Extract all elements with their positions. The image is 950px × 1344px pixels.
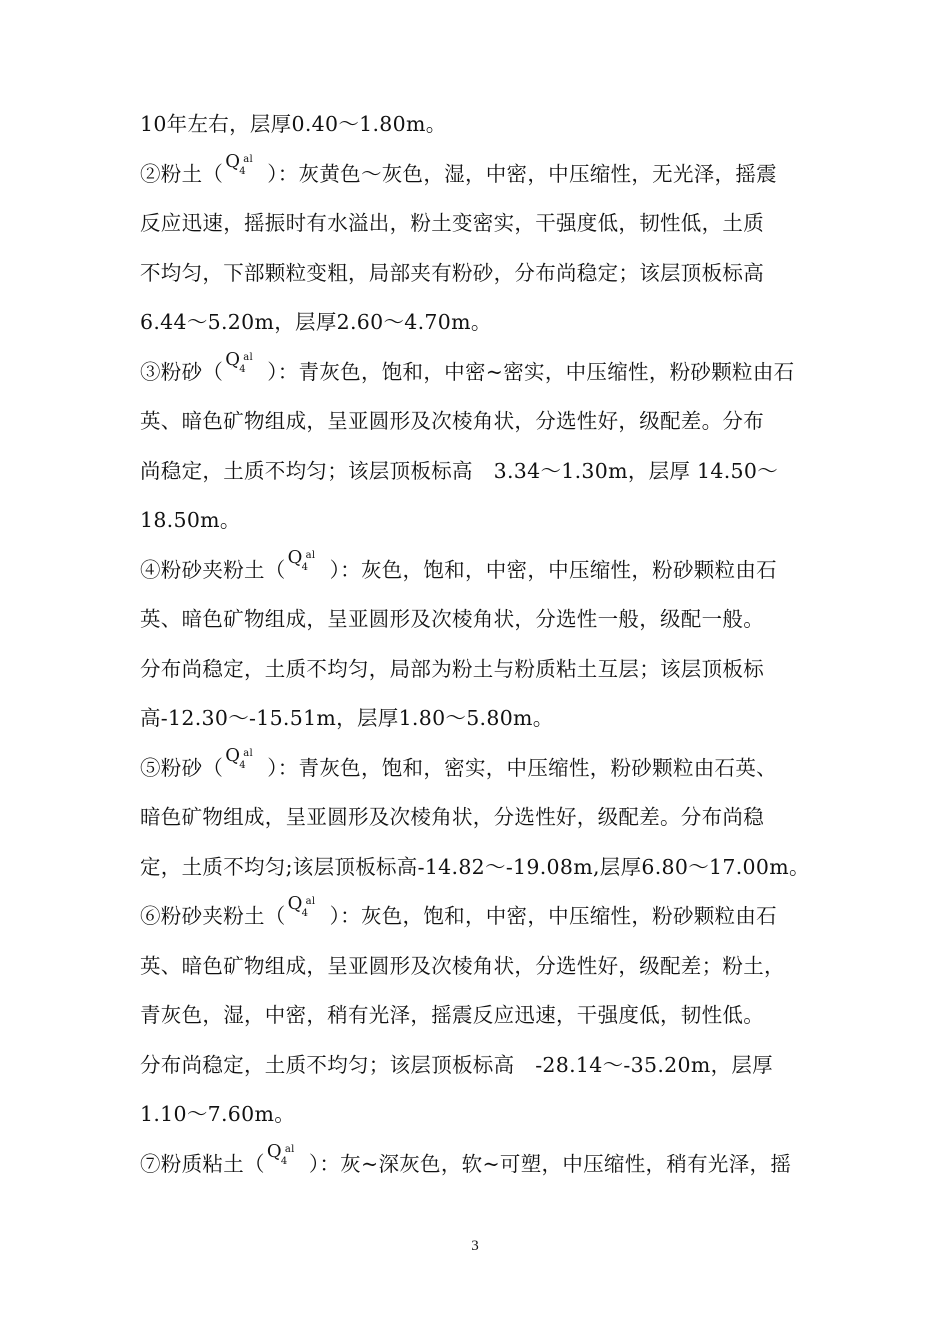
paragraph-layer-6 [140,892,820,1140]
text-segment: 英、暗色矿物组成，呈亚圆形及次棱角状，分选性一般，级配一般。 [140,607,764,631]
stratum-code-letter: Q [287,546,303,568]
paragraph-layer-2 [140,150,820,348]
text-line [140,348,820,398]
stratum-code-superscript: al [243,153,253,165]
text-segment: ）：青灰色，饱和，中密~密实，中压缩性，粉砂颗粒由石 [267,359,795,384]
stratum-code-superscript: al [284,1143,295,1155]
text-segment: ④粉砂夹粉土（ [140,557,286,582]
text-segment: 18.50m。 [140,508,241,532]
text-line [140,199,820,249]
text-line [140,1140,820,1190]
text-segment: ⑥粉砂夹粉土（ [140,904,286,928]
text-segment: ）：灰黄色～灰色，湿，中密，中压缩性，无光泽，摇震 [267,161,777,186]
text-segment: 分布尚稳定，土质不均匀；该层顶板标高 -28.14～-35.20m，层厚 [140,1052,773,1077]
paragraph-layer-4 [140,546,820,744]
text-line [140,595,820,645]
paragraph-layer-5 [140,744,820,893]
stratum-code-superscript: al [243,351,253,363]
stratum-code-letter: Q [225,348,241,370]
text-line [140,645,820,695]
stratum-code-letter: Q [225,744,241,766]
stratum-code [223,348,267,385]
text-segment: 分布尚稳定，土质不均匀，局部为粉土与粉质粘土互层；该层顶板标 [140,656,764,681]
text-segment: 1.10～7.60m。 [140,1102,296,1126]
text-segment: 6.44～5.20m，层厚2.60～4.70m。 [140,310,492,334]
stratum-code [223,744,267,781]
stratum-code [286,893,330,929]
stratum-code-subscript: 4 [239,759,246,771]
text-segment: 青灰色，湿，中密，稍有光泽，摇震反应迅速，干强度低，韧性低。 [140,1003,764,1027]
stratum-code-letter: Q [287,893,303,914]
paragraph-layer-7 [140,1140,820,1190]
stratum-code-superscript: al [243,747,253,759]
text-segment: 10年左右，层厚0.40～1.80m。 [140,112,447,136]
stratum-code-subscript: 4 [239,165,246,177]
text-segment: ）：灰色，饱和，中密，中压缩性，粉砂颗粒由石 [329,557,777,582]
text-line [140,744,820,794]
paragraph-intro [140,100,820,150]
stratum-code-letter: Q [225,150,241,172]
page-number: 3 [471,1238,479,1254]
text-segment: ）：灰~深灰色，软~可塑，中压缩性，稍有光泽，摇 [308,1151,792,1176]
stratum-code-superscript: al [305,896,316,907]
text-segment: ②粉土（ [140,161,224,186]
text-segment: 尚稳定，土质不均匀；该层顶板标高 3.34～1.30m，层厚 14.50～ [140,458,779,483]
text-line [140,496,820,546]
text-segment: 不均匀，下部颗粒变粗，局部夹有粉砂，分布尚稳定；该层顶板标高 [140,260,764,285]
text-line [140,447,820,497]
text-line [140,249,820,299]
text-segment: 定，土质不均匀;该层顶板标高-14.82～-19.08m,层厚6.80～17.00m。 [140,854,810,879]
text-line [140,694,820,744]
text-line [140,298,820,348]
text-segment: ③粉砂（ [140,359,224,384]
text-segment: 暗色矿物组成，呈亚圆形及次棱角状，分选性好，级配差。分布尚稳 [140,805,764,829]
text-line [140,397,820,447]
stratum-code [223,150,267,187]
text-segment: 英、暗色矿物组成，呈亚圆形及次棱角状，分选性好，级配差；粉土， [140,953,785,978]
stratum-code-letter: Q [266,1140,282,1162]
text-line [140,843,820,893]
body-text [140,100,820,1189]
stratum-code-subscript: 4 [301,908,309,919]
stratum-code-subscript: 4 [280,1155,288,1167]
stratum-code-subscript: 4 [301,561,309,573]
text-segment: 反应迅速，摇振时有水溢出，粉土变密实，干强度低，韧性低，土质 [140,211,764,235]
paragraph-layer-3 [140,348,820,546]
text-line [140,1041,820,1091]
stratum-code-superscript: al [305,549,316,561]
text-segment: ）：灰色，饱和，中密，中压缩性，粉砂颗粒由石 [329,904,777,928]
text-segment: ⑤粉砂（ [140,755,224,780]
stratum-code-subscript: 4 [239,363,246,375]
text-line [140,892,820,942]
text-line [140,546,820,596]
stratum-code [265,1140,309,1177]
text-line [140,991,820,1041]
text-line [140,150,820,200]
text-line [140,1090,820,1140]
text-line [140,793,820,843]
stratum-code [286,546,330,583]
text-segment: ⑦粉质粘土（ [140,1151,265,1176]
text-segment: 英、暗色矿物组成，呈亚圆形及次棱角状，分选性好，级配差。分布 [140,409,764,433]
text-segment: 高-12.30～-15.51m，层厚1.80～5.80m。 [140,706,554,730]
text-line [140,942,820,992]
text-line [140,100,820,150]
text-segment: ）：青灰色，饱和，密实，中压缩性，粉砂颗粒由石英、 [267,755,777,780]
